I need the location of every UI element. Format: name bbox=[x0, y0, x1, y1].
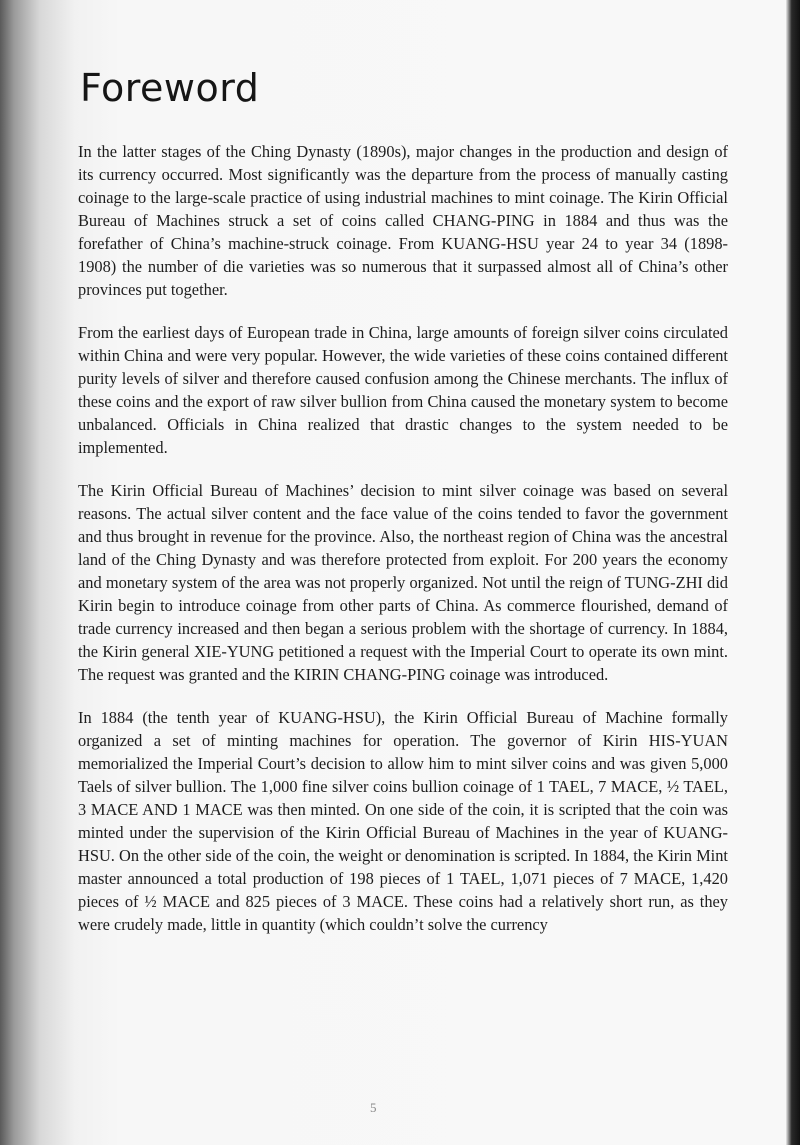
page-title: Foreword bbox=[80, 66, 260, 110]
page-number: 5 bbox=[370, 1100, 377, 1115]
paragraph-4: In 1884 (the tenth year of KUANG-HSU), the Kirin Official Bureau of Machine formally organized a set of minting machines for operation. The governor of Kirin HIS-YUAN memorialized the Imperial Court’s decision to allow him to mint silver coins and was given 5,000 Taels of silver bullion. The 1,000 fine silver coins bullion coinage of 1 TAEL, 7 MACE, ½ TAEL, 3 MACE AND 1 MACE was then minted. On one side of the coin, it is scripted that the coin was minted under the supervision of the Kirin Official Bureau of Machines in the year of KUANG-HSU. On the other side of the coin, the weight or denomination is scripted. In 1884, the Kirin Mint master announced a total production of 198 pieces of 1 TAEL, 1,071 pieces of 7 MACE, 1,420 pieces of ½ MACE and 825 pieces of 3 MACE. These coins had a relatively short run, as they were crudely made, little in quantity (which couldn’t solve the currency bbox=[78, 708, 728, 934]
paragraph-2: From the earliest days of European trade in China, large amounts of foreign silver coins circulated within China and were very popular. However, the wide varieties of these coins contained different purity levels of silver and therefore caused confusion among the Chinese merchants. The influx of these coins and the export of raw silver bullion from China caused the monetary system to become unbalanced. Officials in China realized that drastic changes to the system needed to be implemented. bbox=[78, 323, 728, 457]
foreword-body bbox=[78, 140, 728, 956]
paragraph-3: The Kirin Official Bureau of Machines’ decision to mint silver coinage was based on several reasons. The actual silver content and the face value of the coins tended to favor the government and thus brought in revenue for the province. Also, the northeast region of China was the ancestral land of the Ching Dynasty and was therefore protected from exploit. For 200 years the economy and monetary system of the area was not properly organized. Not until the reign of TUNG-ZHI did Kirin begin to introduce coinage from other parts of China. As commerce flourished, demand of trade currency increased and then began a serious problem with the shortage of currency. In 1884, the Kirin general XIE-YUNG petitioned a request with the Imperial Court to operate its own mint. The request was granted and the KIRIN CHANG-PING coinage was introduced. bbox=[78, 481, 728, 684]
page-edge-shadow bbox=[786, 0, 800, 1145]
paragraph-1: In the latter stages of the Ching Dynasty (1890s), major changes in the production and design of its currency occurred. Most significantly was the departure from the process of manually casting coinage to the large-scale practice of using industrial machines to mint coinage. The Kirin Official Bureau of Machines struck a set of coins called CHANG-PING in 1884 and thus was the forefather of China’s machine-struck coinage. From KUANG-HSU year 24 to year 34 (1898-1908) the number of die varieties was so numerous that it surpassed almost all of China’s other provinces put together. bbox=[78, 142, 728, 299]
